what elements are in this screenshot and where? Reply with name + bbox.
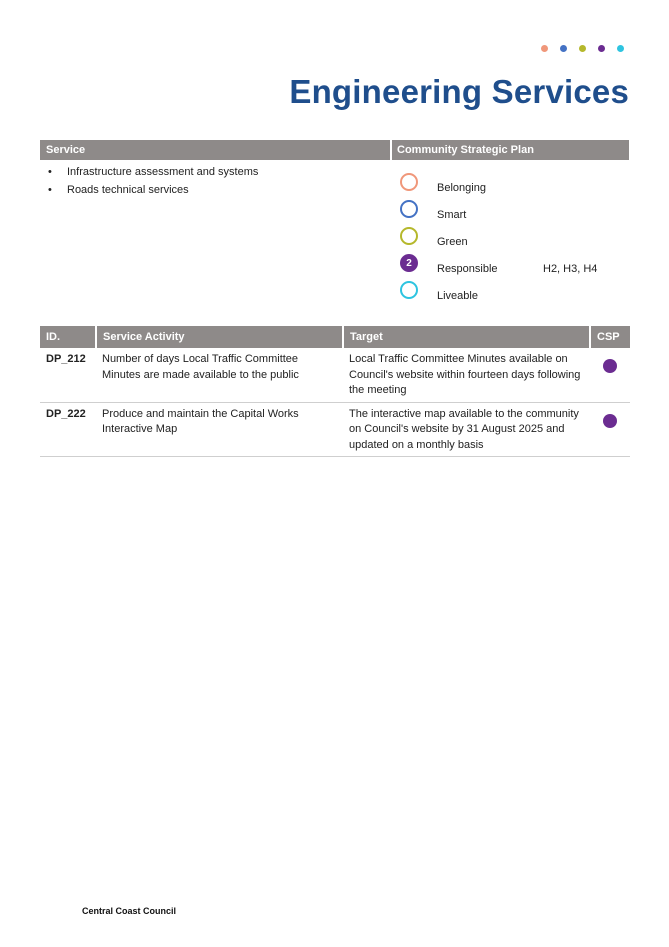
csp-theme-label: Smart	[437, 209, 467, 221]
smart-ring-icon	[400, 200, 418, 218]
liveable-ring-icon	[400, 281, 418, 299]
activity-column-header: Service Activity	[96, 326, 343, 348]
decor-dot	[617, 45, 624, 52]
service-item-text: Infrastructure assessment and systems	[67, 166, 259, 178]
table-row	[40, 348, 630, 402]
responsible-filled-icon: 2	[400, 254, 418, 272]
csp-column-header: CSP	[590, 326, 630, 348]
decor-dot	[579, 45, 586, 52]
activity-description: Number of days Local Traffic Committee Minutes are made available to the public	[96, 348, 343, 402]
table-row	[40, 402, 630, 457]
bullet-icon: •	[48, 184, 52, 196]
responsible-dot-icon	[603, 359, 617, 373]
service-list-item	[48, 166, 258, 184]
belonging-ring-icon	[400, 173, 418, 191]
csp-theme-label: Green	[437, 236, 468, 248]
activity-target: Local Traffic Committee Minutes available on Council's website within fourteen days following the meeting	[343, 348, 590, 402]
csp-theme-label: Belonging	[437, 182, 486, 194]
csp-theme-label: Responsible	[437, 263, 498, 275]
service-column-header: Service	[46, 144, 86, 156]
footer-org-name: Central Coast Council	[82, 906, 177, 916]
responsible-dot-icon	[603, 414, 617, 428]
csp-column-header: Community Strategic Plan	[397, 144, 534, 156]
service-list	[48, 166, 258, 202]
activity-id: DP_222	[40, 402, 96, 457]
csp-cell	[590, 402, 630, 457]
page-title: Engineering Services	[289, 73, 629, 110]
table-header-row	[40, 326, 630, 348]
service-item-text: Roads technical services	[67, 184, 189, 196]
service-activity-table	[40, 326, 630, 457]
activity-target: The interactive map available to the community on Council's website by 31 August 2025 and updated on a monthly basis	[343, 402, 590, 457]
activity-id: DP_212	[40, 348, 96, 402]
id-column-header: ID.	[40, 326, 96, 348]
decorative-dots	[541, 45, 624, 52]
green-ring-icon	[400, 227, 418, 245]
service-list-item	[48, 184, 258, 202]
decor-dot	[560, 45, 567, 52]
decor-dot	[598, 45, 605, 52]
csp-cell	[590, 348, 630, 402]
activity-description: Produce and maintain the Capital Works Interactive Map	[96, 402, 343, 457]
csp-theme-codes: H2, H3, H4	[543, 263, 598, 275]
decor-dot	[541, 45, 548, 52]
bullet-icon: •	[48, 166, 52, 178]
csp-theme-label: Liveable	[437, 290, 478, 302]
service-header-bar	[40, 140, 629, 160]
target-column-header: Target	[343, 326, 590, 348]
header-divider	[390, 140, 392, 160]
